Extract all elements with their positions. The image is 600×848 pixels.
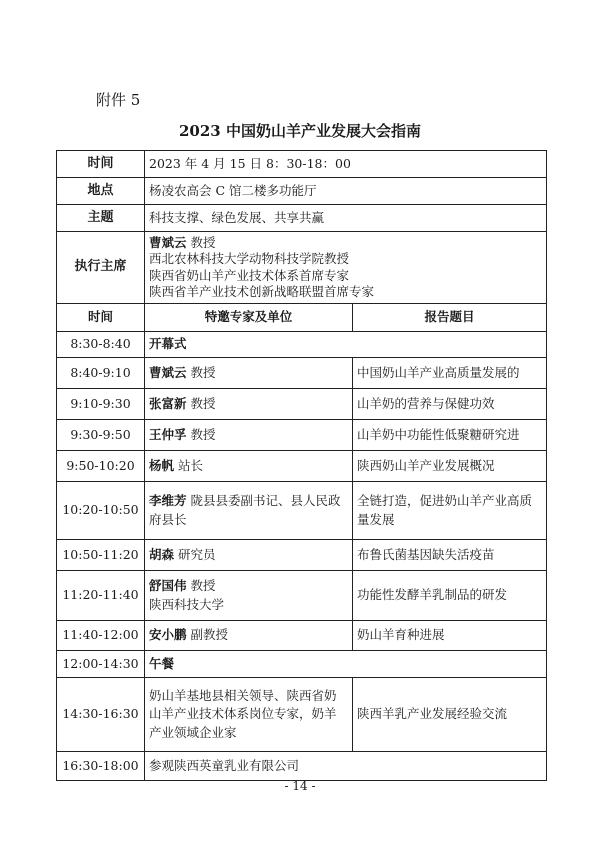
expert-role: 研究员 <box>178 546 216 562</box>
session-topic: 陕西奶山羊产业发展概况 <box>353 451 547 482</box>
info-row-place <box>57 178 547 205</box>
session-topic: 布鲁氏菌基因缺失活疫苗 <box>353 540 547 571</box>
schedule-row <box>57 678 547 752</box>
session-expert <box>145 482 353 540</box>
expert-name: 舒国伟 <box>149 578 187 594</box>
session-topic: 中国奶山羊产业高质量发展的 <box>353 358 547 389</box>
expert-role: 教授 <box>190 395 216 411</box>
session-time: 11:20-11:40 <box>57 571 145 621</box>
session-topic: 奶山羊育种进展 <box>353 621 547 651</box>
info-value: 2023 年 4 月 15 日 8：30-18：00 <box>145 151 547 178</box>
chair-details <box>145 232 547 304</box>
page-number: - 14 - <box>284 779 316 793</box>
session-topic: 陕西羊乳产业发展经验交流 <box>353 678 547 752</box>
schedule-row <box>57 420 547 451</box>
chair-name-line <box>149 235 542 251</box>
schedule-row <box>57 389 547 420</box>
expert-name: 胡森 <box>149 546 175 562</box>
expert-role: 教授 <box>190 578 216 594</box>
chair-name: 曹斌云 <box>149 235 187 250</box>
schedule-row <box>57 451 547 482</box>
schedule-row <box>57 482 547 540</box>
expert-unit: 陕西科技大学 <box>149 596 225 612</box>
session-expert <box>145 358 353 389</box>
session-time: 12:00-14:30 <box>57 651 145 678</box>
schedule-row <box>57 752 547 781</box>
session-time: 8:40-9:10 <box>57 358 145 389</box>
chair-affiliation: 陕西省羊产业技术创新战略联盟首席专家 <box>149 283 375 299</box>
chair-affiliation: 西北农林科技大学动物科技学院教授 <box>149 251 350 267</box>
info-label: 主题 <box>57 205 145 232</box>
schedule-row <box>57 332 547 358</box>
expert-role: 教授 <box>190 364 216 380</box>
guide-table <box>56 150 547 781</box>
session-time: 9:30-9:50 <box>57 420 145 451</box>
expert-name: 曹斌云 <box>149 364 187 380</box>
expert-role: 站长 <box>178 457 204 473</box>
session-time: 9:50-10:20 <box>57 451 145 482</box>
expert-role: 教授 <box>190 426 216 442</box>
info-row-chair <box>57 232 547 304</box>
expert-name: 杨帆 <box>149 457 175 473</box>
session-time: 10:50-11:20 <box>57 540 145 571</box>
header-expert: 特邀专家及单位 <box>145 304 353 332</box>
session-time: 9:10-9:30 <box>57 389 145 420</box>
header-topic: 报告题目 <box>353 304 547 332</box>
info-row-time <box>57 151 547 178</box>
schedule-row <box>57 651 547 678</box>
info-label: 执行主席 <box>57 232 145 304</box>
session-time: 16:30-18:00 <box>57 752 145 781</box>
session-time: 8:30-8:40 <box>57 332 145 358</box>
session-topic: 功能性发酵羊乳制品的研发 <box>353 571 547 621</box>
session-expert <box>145 621 353 651</box>
info-value: 科技支撑、绿色发展、共享共赢 <box>145 205 547 232</box>
session-topic: 全链打造，促进奶山羊产业高质量发展 <box>353 482 547 540</box>
schedule-row <box>57 621 547 651</box>
info-row-theme <box>57 205 547 232</box>
expert-role: 陇县县委副书记、县人民政府县长 <box>149 493 341 527</box>
session-time: 11:40-12:00 <box>57 621 145 651</box>
session-title: 开幕式 <box>145 332 547 358</box>
session-title: 午餐 <box>145 651 547 678</box>
session-time: 10:20-10:50 <box>57 482 145 540</box>
session-expert <box>145 420 353 451</box>
session-expert: 奶山羊基地县相关领导、陕西省奶山羊产业技术体系岗位专家，奶羊产业领域企业家 <box>145 678 353 752</box>
session-title: 参观陕西英童乳业有限公司 <box>145 752 547 781</box>
expert-name: 李维芳 <box>149 493 187 509</box>
info-label: 地点 <box>57 178 145 205</box>
session-topic: 山羊奶中功能性低聚糖研究进 <box>353 420 547 451</box>
session-topic: 山羊奶的营养与保健功效 <box>353 389 547 420</box>
session-time: 14:30-16:30 <box>57 678 145 752</box>
chair-title: 教授 <box>190 235 216 250</box>
schedule-row <box>57 571 547 621</box>
document-title: 2023 中国奶山羊产业发展大会指南 <box>179 122 421 140</box>
expert-name: 安小鹏 <box>149 627 187 643</box>
schedule-header-row <box>57 304 547 332</box>
session-expert <box>145 389 353 420</box>
info-label: 时间 <box>57 151 145 178</box>
expert-line <box>149 577 348 595</box>
expert-role: 副教授 <box>190 627 229 643</box>
chair-affiliation: 陕西省奶山羊产业技术体系首席专家 <box>149 267 350 283</box>
attachment-label: 附件 5 <box>96 91 141 109</box>
info-value: 杨凌农高会 C 馆二楼多功能厅 <box>145 178 547 205</box>
session-expert <box>145 571 353 621</box>
schedule-row <box>57 540 547 571</box>
header-time: 时间 <box>57 304 145 332</box>
session-expert <box>145 451 353 482</box>
expert-name: 张富新 <box>149 395 187 411</box>
session-expert <box>145 540 353 571</box>
expert-name: 王仲孚 <box>149 426 187 442</box>
schedule-row <box>57 358 547 389</box>
